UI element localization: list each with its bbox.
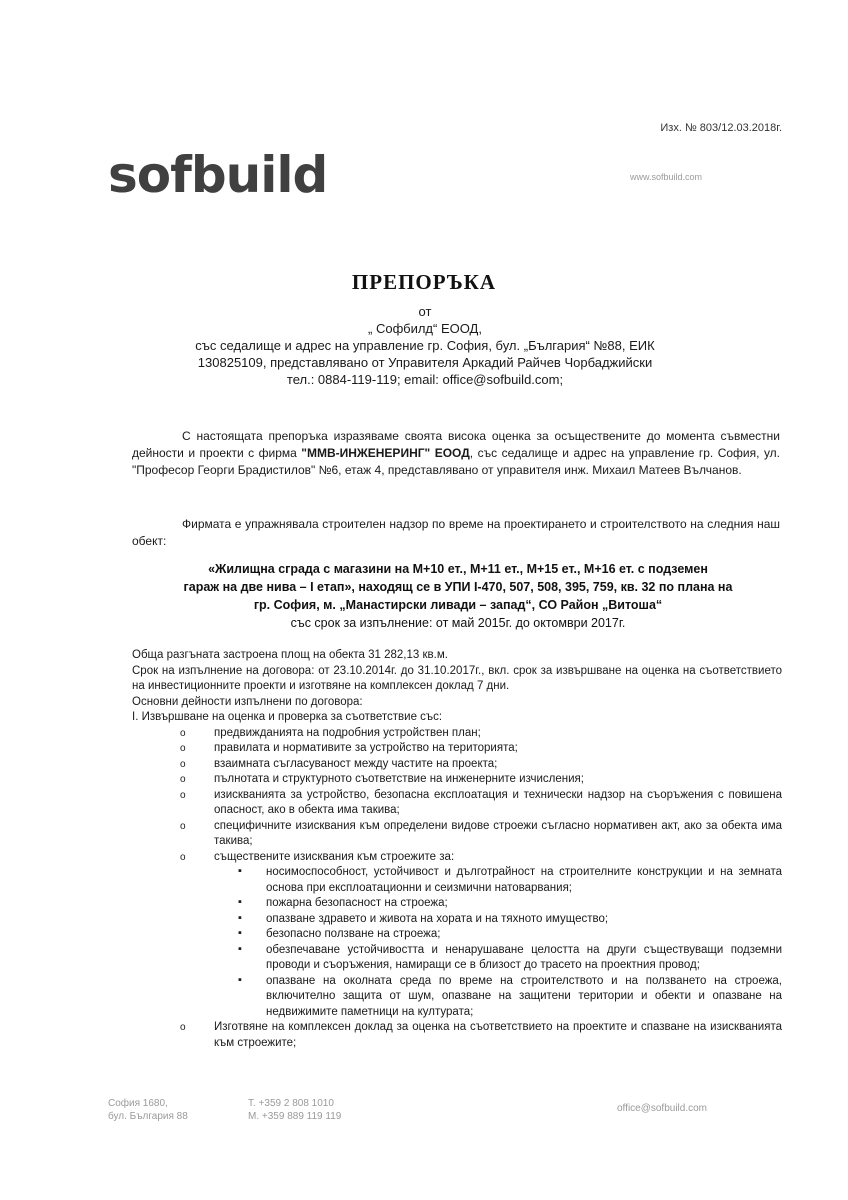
essential-requirements-list (214, 865, 782, 1020)
square-bullet-icon: ▪ (238, 896, 242, 908)
issuer-address: със седалище и адрес на управление гр. София, бул. „България“ №88, ЕИК (195, 338, 655, 353)
built-area: Обща разгъната застроена площ на обекта 31 282,13 кв.м. (132, 649, 448, 661)
circle-bullet-icon: o (180, 851, 186, 863)
list-item: ▪ пожарна безопасност на строежа; (238, 896, 448, 909)
project-line-1: «Жилищна сграда с магазини на М+10 ет., М+11 ет., М+15 ет., М+16 ет. с подземен (208, 562, 708, 576)
square-bullet-icon: ▪ (238, 927, 242, 939)
document-title: ПРЕПОРЪКА (351, 270, 497, 294)
square-bullet-icon: ▪ (238, 911, 242, 924)
issuer-representative: 130825109, представлявано от Управителя Аркадий Райчев Чорбаджийски (197, 355, 653, 370)
footer-phones: T. +359 2 808 1010 M. +359 889 119 119 (248, 1098, 342, 1122)
paragraph1-text-b: , със седалище и адрес на управление гр. София, ул. "Професор Георги Брадистилов" №6, етаж 4, представлявано от управителя инж. Михаил Матеев Вълчанов. (132, 446, 781, 477)
compliance-list (132, 726, 782, 1052)
square-bullet-icon: ▪ (238, 942, 242, 955)
list-item: o съществените изисквания към строежите за: ▪ носимоспособност, устойчивост и дълготрайност на строителните конструкции и на земната основа при експлоатационни и сеизмични натоварвания; ▪ пожарна безопасност на строежа; ▪ опазване здравето и живота на хората и на тяхното имущество; ▪ безопасно ползване на строежа; ▪ обезпечаване устойчивостта и ненарушаване целостта на други съществуващи подземни проводи и съоръжения, намиращи се в близост до трасето на проектния провод; ▪ опазване на околната среда по време на строителството и на ползването на строежа, включително защита от шум, опазване на защитени територии и обекти и опазване на недвижимите паметници на културата; (180, 850, 782, 1021)
supervision-paragraph (132, 516, 780, 550)
footer-address: София 1680, бул. България 88 (108, 1098, 188, 1122)
square-bullet-icon: ▪ (238, 973, 242, 986)
contract-term: Срок на изпълнение на договора: от 23.10.2014г. до 31.10.2017г., вкл. срок за извършване на оценка на съответствието на инвестиционните проекти и изготвяне на комплексен доклад 7 дни. (132, 664, 782, 692)
list-item: o пълнотата и структурното съответствие на инженерните изчисления; (180, 772, 782, 788)
list-item: ▪ опазване здравето и живота на хората и на тяхното имущество; (238, 911, 609, 925)
circle-bullet-icon: o (180, 758, 186, 770)
circle-bullet-icon: o (180, 789, 186, 801)
list-item: o специфичните изисквания към определени видове строежи съгласно нормативен акт, ако за обекта има такива; (180, 819, 782, 847)
section-one-heading: I. Извършване на оценка и проверка за съответствие със: (132, 711, 443, 723)
project-term: със срок за изпълнение: от май 2015г. до октомври 2017г. (290, 616, 626, 630)
contract-details (132, 648, 782, 1051)
circle-bullet-icon: o (180, 820, 186, 832)
circle-bullet-icon: o (180, 1022, 186, 1033)
sofbuild-logo: sofbuild (108, 146, 328, 204)
project-line-3: гр. София, м. „Манастирски ливади – запад“, СО Район „Витоша“ (253, 598, 663, 612)
footer-email: office@sofbuild.com (617, 1103, 708, 1114)
paragraph1-text-a: С настоящата препоръка изразяваме своята висока оценка за осъществените до момента съвместни дейности и проекти с фирма (132, 429, 780, 460)
list-item: ▪ безопасно ползване на строежа; (238, 927, 441, 940)
project-line-2: гараж на две нива – I етап», находящ се в УПИ I-470, 507, 508, 395, 759, кв. 32 по плана на (183, 580, 733, 594)
list-item: ▪ носимоспособност, устойчивост и дълготрайност на строителните конструкции и на земната основа при експлоатационни и сеизмични натоварвания; (238, 865, 782, 894)
contractor-firm-name: "ММВ-ИНЖЕНЕРИНГ" ЕООД (301, 446, 470, 460)
list-item: o взаимната съгласуваност между частите на проекта; (180, 757, 782, 773)
activities-heading: Основни дейности изпълнени по договора: (132, 695, 363, 708)
recommendation-paragraph (132, 428, 780, 479)
circle-bullet-icon: o (180, 743, 186, 754)
square-bullet-icon: ▪ (238, 865, 242, 877)
header-website: www.sofbuild.com (630, 172, 703, 182)
issuer-from: от (418, 304, 432, 319)
issuer-name: „ Софбилд“ ЕООД, (368, 321, 482, 336)
circle-bullet-icon: o (180, 727, 186, 739)
paragraph2-text: Фирмата е упражнявала строителен надзор по време на проектирането и строителството на следния наш обект: (132, 517, 780, 548)
list-item: o изискванията за устройство, безопасна експлоатация и технически надзор на съоръжения с повишена опасност, ако в обекта има такива; (180, 788, 782, 816)
circle-bullet-icon: o (180, 774, 186, 785)
list-item: ▪ обезпечаване устойчивостта и ненарушаване целостта на други съществуващи подземни проводи и съоръжения, намиращи се в близост до трасето на проектния провод; (238, 942, 782, 971)
list-item: o правилата и нормативите за устройство на територията; (180, 741, 782, 757)
outgoing-reference-number: Изх. № 803/12.03.2018г. (660, 122, 782, 134)
issuer-contacts: тел.: 0884-119-119; email: office@sofbuild.com; (286, 372, 564, 387)
project-description (130, 560, 786, 632)
issuer-block (130, 303, 720, 388)
list-item: ▪ опазване на околната среда по време на строителството и на ползването на строежа, включително защита от шум, опазване на защитени територии и обекти и опазване на недвижимите паметници на културата; (238, 973, 782, 1018)
list-item: o Изготвяне на комплексен доклад за оценка на съответствието на проектите и спазване на изискванията към строежите; (180, 1021, 782, 1049)
list-item: o предвижданията на подробния устройствен план; (180, 726, 782, 742)
